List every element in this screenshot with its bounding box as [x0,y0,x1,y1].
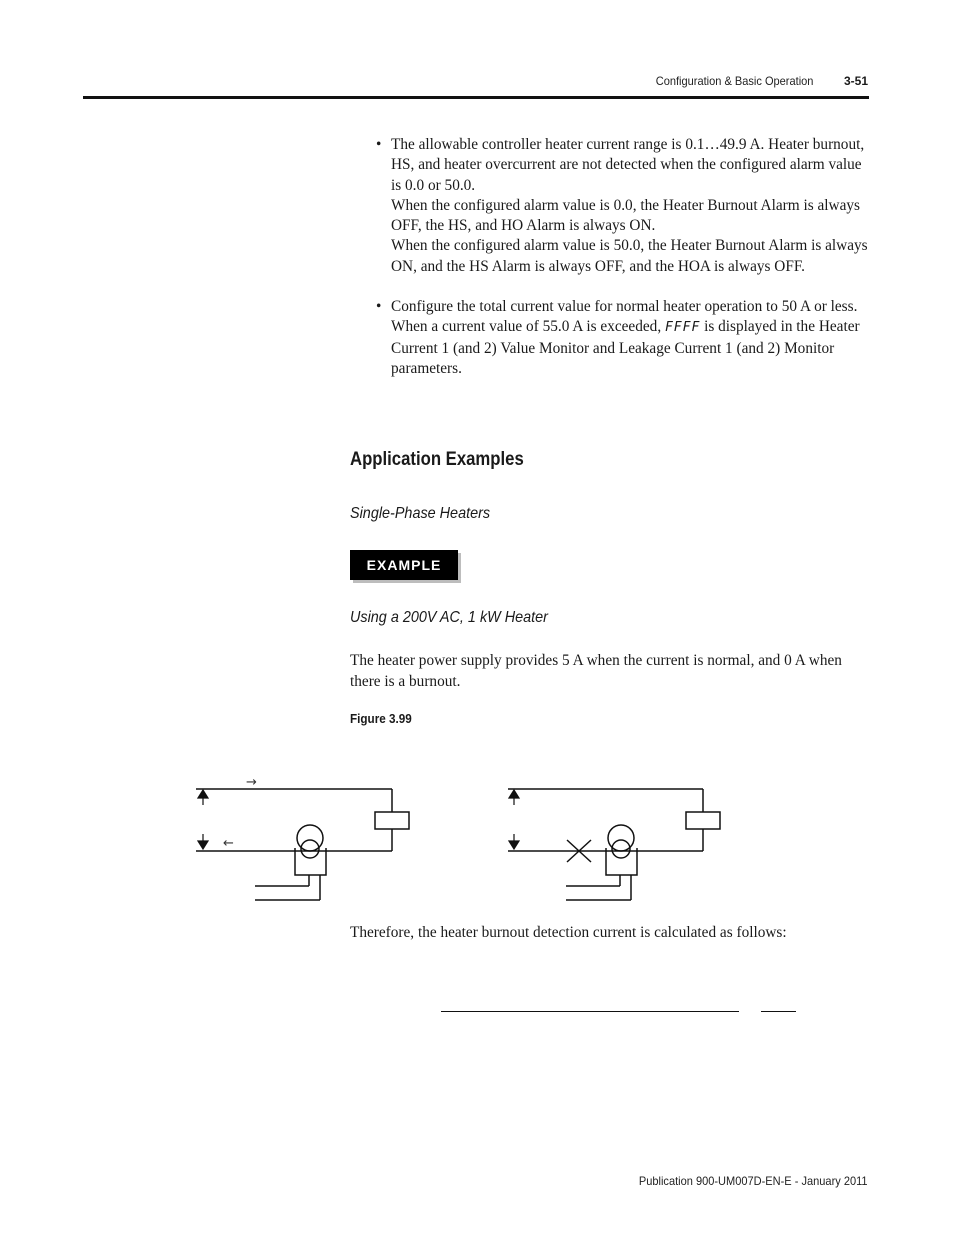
current-flow-left-icon: ← [223,836,234,851]
bullet-1-line-2: When the configured alarm value is 0.0, the Heater Burnout Alarm is always OFF, the HS, and HO Alarm is always ON. [391,196,860,235]
running-header-title: Configuration & Basic Operation [655,74,813,88]
formula-fraction-bar [441,1011,739,1012]
bullet-1-line-1: The allowable controller heater current range is 0.1…49.9 A. Heater burnout, HS, and heater overcurrent are not detected when the configured alarm value is 0.0 or 50.0. [391,136,865,194]
publication-footer: Publication 900-UM007D-EN-E - January 2011 [639,1174,868,1188]
conclusion-text: Therefore, the heater burnout detection current is calculated as follows: [350,924,787,941]
example-badge: EXAMPLE [350,550,458,580]
ffff-display-code: FFFF [664,320,701,336]
bullet-2-after: is displayed in the Heater Current 1 (and 2) Value Monitor and Leakage Current 1 (and 2) Monitor parameters. [391,318,860,377]
figure-label: Figure 3.99 [350,711,412,726]
bullet-dot: • [376,298,382,316]
arrow-up-icon [509,790,519,798]
page-number: 3-51 [843,74,868,88]
left-heater-element [375,812,409,829]
subheading: Single-Phase Heaters [350,505,491,522]
example-body: The heater power supply provides 5 A when the current is normal, and 0 A when there is a burnout. [350,652,842,690]
bullet-1-line-3: When the configured alarm value is 50.0, the Heater Burnout Alarm is always ON, and the HS Alarm is always OFF, and the HOA is always OFF. [391,237,868,275]
arrow-up-icon [198,790,208,798]
left-ct-body [295,848,326,875]
arrow-down-icon [198,841,208,849]
right-heater-element [686,812,720,829]
current-flow-right-icon: → [246,775,257,790]
formula-fraction-bar-short [761,1011,796,1012]
section-heading: Application Examples [350,449,524,470]
arrow-down-icon [509,841,519,849]
example-title: Using a 200V AC, 1 kW Heater [350,609,548,626]
right-ct-body [606,848,637,875]
bullet-dot: • [376,136,382,153]
bullet-2-before: Configure the total current value for normal heater operation to 50 A or less. When a current value of 55.0 A is exceeded, [391,298,858,336]
